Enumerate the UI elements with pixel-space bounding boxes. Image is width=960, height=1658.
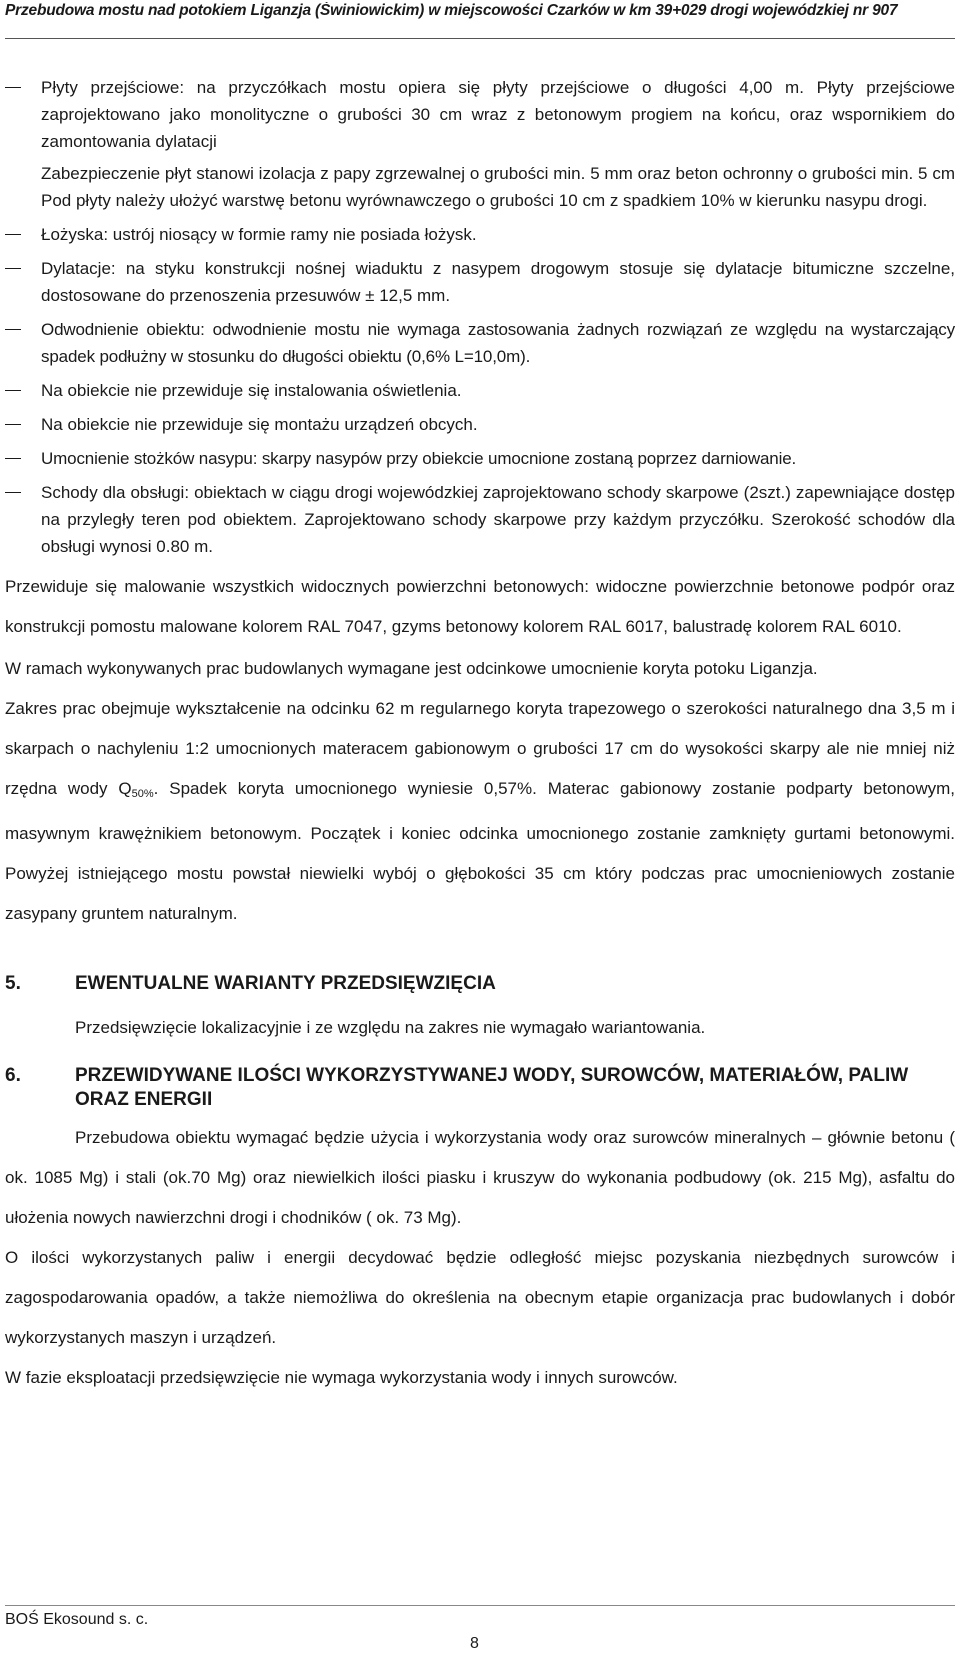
section-text: Przebudowa obiektu wymagać będzie użycia i wykorzystania wody oraz surowców mineralnych – głównie betonu ( ok. 1085 Mg) i stali (ok.70 Mg) oraz niewielkich ilości piasku i kruszyw do wykonania podbudowy (ok. 215 Mg), asfaltu do ułożenia nowych nawierzchni drogi i chodników ( ok. 73 Mg). (5, 1128, 955, 1227)
zakres-text-a: Zakres prac obejmuje wykształcenie na odcinku 62 m regularnego koryta trapezowego o szerokości naturalnego dna 3,5 m i skarpach o nachyleniu 1:2 umocnionych materacem gabionowym o grubości 17 cm do wysokości skarpy ale nie mniej niż rzędna wody Q (5, 699, 955, 798)
list-item-plyty (5, 74, 955, 214)
bullet-continuation: Zabezpieczenie płyt stanowi izolacja z papy zgrzewalnej o grubości min. 5 mm oraz beton ochronny o grubości min. 5 cm Pod płyty należy ułożyć warstwę betonu wyrównawczego o grubości 10 cm z spadkiem 10% w kierunku nasypu drogi. (41, 164, 955, 210)
section-6-paragraph-3: W fazie eksploatacji przedsięwzięcie nie wymaga wykorzystania wody i innych surowców. (5, 1368, 678, 1387)
list-item-schody (5, 479, 955, 560)
footer-company: BOŚ Ekosound s. c. (5, 1611, 149, 1628)
page-number: 8 (470, 1635, 479, 1652)
section-number: 6. (5, 1065, 21, 1086)
dash-bullet-icon (5, 329, 21, 330)
paragraph-malowanie: Przewiduje się malowanie wszystkich widocznych powierzchni betonowych: widoczne powierzchnie betonowe podpór oraz konstrukcji pomostu malowane kolorem RAL 7047, gzyms betonowy kolorem RAL 6017, balustradę kolorem RAL 6010. (5, 577, 955, 636)
zakres-subscript: 50% (131, 788, 154, 800)
dash-bullet-icon (5, 492, 21, 493)
bullet-list (5, 74, 955, 560)
zakres-text-b: . Spadek koryta umocnionego wyniesie 0,57%. Materac gabionowy zostanie podparty betonowym, masywnym krawężnikiem betonowym. Początek i koniec odcinka umocnionego zostanie zamknięty gurtami betonowymi. Powyżej istniejącego mostu powstał niewielki wybój o głębokości 35 cm który podczas prac umocnieniowych zostanie zasypany gruntem naturalnym. (5, 779, 955, 923)
section-5-text (5, 1008, 955, 1048)
section-5-heading (5, 972, 955, 996)
running-header: Przebudowa mostu nad potokiem Liganzja (Świniowickim) w miejscowości Czarków w km 39+029 drogi wojewódzkiej nr 907 (5, 2, 898, 19)
bullet-text: Umocnienie stożków nasypu: skarpy nasypów przy obiekcie umocnione zostaną poprzez darniowanie. (41, 449, 797, 468)
list-item-umocnienie (5, 445, 955, 472)
bullet-text: Łożyska: ustrój niosący w formie ramy nie posiada łożysk. (41, 225, 477, 244)
dash-bullet-icon (5, 234, 21, 235)
section-text: Przedsięwzięcie lokalizacyjnie i ze względu na zakres nie wymagało wariantowania. (75, 1018, 706, 1037)
dash-bullet-icon (5, 390, 21, 391)
dash-bullet-icon (5, 87, 21, 88)
list-item-oswietlenie (5, 377, 955, 404)
section-6-paragraph-2: O ilości wykorzystanych paliw i energii decydować będzie odległość miejsc pozyskania niezbędnych surowców i zagospodarowania opadów, a także niemożliwa do określenia na obecnym etapie organizacja prac budowlanych i dobór wykorzystanych maszyn i urządzeń. (5, 1248, 955, 1347)
section-6-heading (5, 1064, 955, 1112)
bullet-text: Dylatacje: na styku konstrukcji nośnej wiaduktu z nasypem drogowym stosuje się dylatacje bitumiczne szczelne, dostosowane do przenoszenia przesuwów ± 12,5 mm. (41, 259, 955, 305)
dash-bullet-icon (5, 268, 21, 269)
bullet-text: Schody dla obsługi: obiektach w ciągu drogi wojewódzkiej zaprojektowano schody skarpowe (2szt.) zapewniające dostęp na przyległy teren pod obiektem. Zaprojektowano schody skarpowe przy każdym przyczółku. Szerokość schodów dla obsługi wynosi 0.80 m. (41, 483, 955, 556)
paragraph-umocnienie-koryta: W ramach wykonywanych prac budowlanych wymagane jest odcinkowe umocnienie koryta potoku Liganzja. (5, 659, 818, 678)
section-title: EWENTUALNE WARIANTY PRZEDSIĘWZIĘCIA (75, 973, 496, 994)
footer-divider (5, 1605, 955, 1606)
list-item-montaz (5, 411, 955, 438)
dash-bullet-icon (5, 458, 21, 459)
list-item-odwodnienie (5, 316, 955, 370)
page-body (5, 74, 955, 1398)
dash-bullet-icon (5, 424, 21, 425)
bullet-text: Odwodnienie obiektu: odwodnienie mostu nie wymaga zastosowania żadnych rozwiązań ze względu na wystarczający spadek podłużny w stosunku do długości obiektu (0,6% L=10,0m). (41, 320, 955, 366)
bullet-text: Na obiekcie nie przewiduje się montażu urządzeń obcych. (41, 415, 478, 434)
list-item-lozyska (5, 221, 955, 248)
header-divider (5, 38, 955, 39)
section-number: 5. (5, 973, 21, 994)
bullet-text: Na obiekcie nie przewiduje się instalowania oświetlenia. (41, 381, 462, 400)
list-item-dylatacje (5, 255, 955, 309)
section-6-paragraph-1 (5, 1118, 955, 1238)
section-title: PRZEWIDYWANE ILOŚCI WYKORZYSTYWANEJ WODY, SUROWCÓW, MATERIAŁÓW, PALIW ORAZ ENERGII (75, 1065, 909, 1110)
paragraph-zakres (5, 689, 955, 934)
bullet-text: Płyty przejściowe: na przyczółkach mostu opiera się płyty przejściowe o długości 4,00 m. Płyty przejściowe zaprojektowano jako monolityczne o grubości 30 cm wraz z betonowym progiem na końcu, oraz wspornikiem do zamontowania dylatacji (41, 78, 955, 151)
